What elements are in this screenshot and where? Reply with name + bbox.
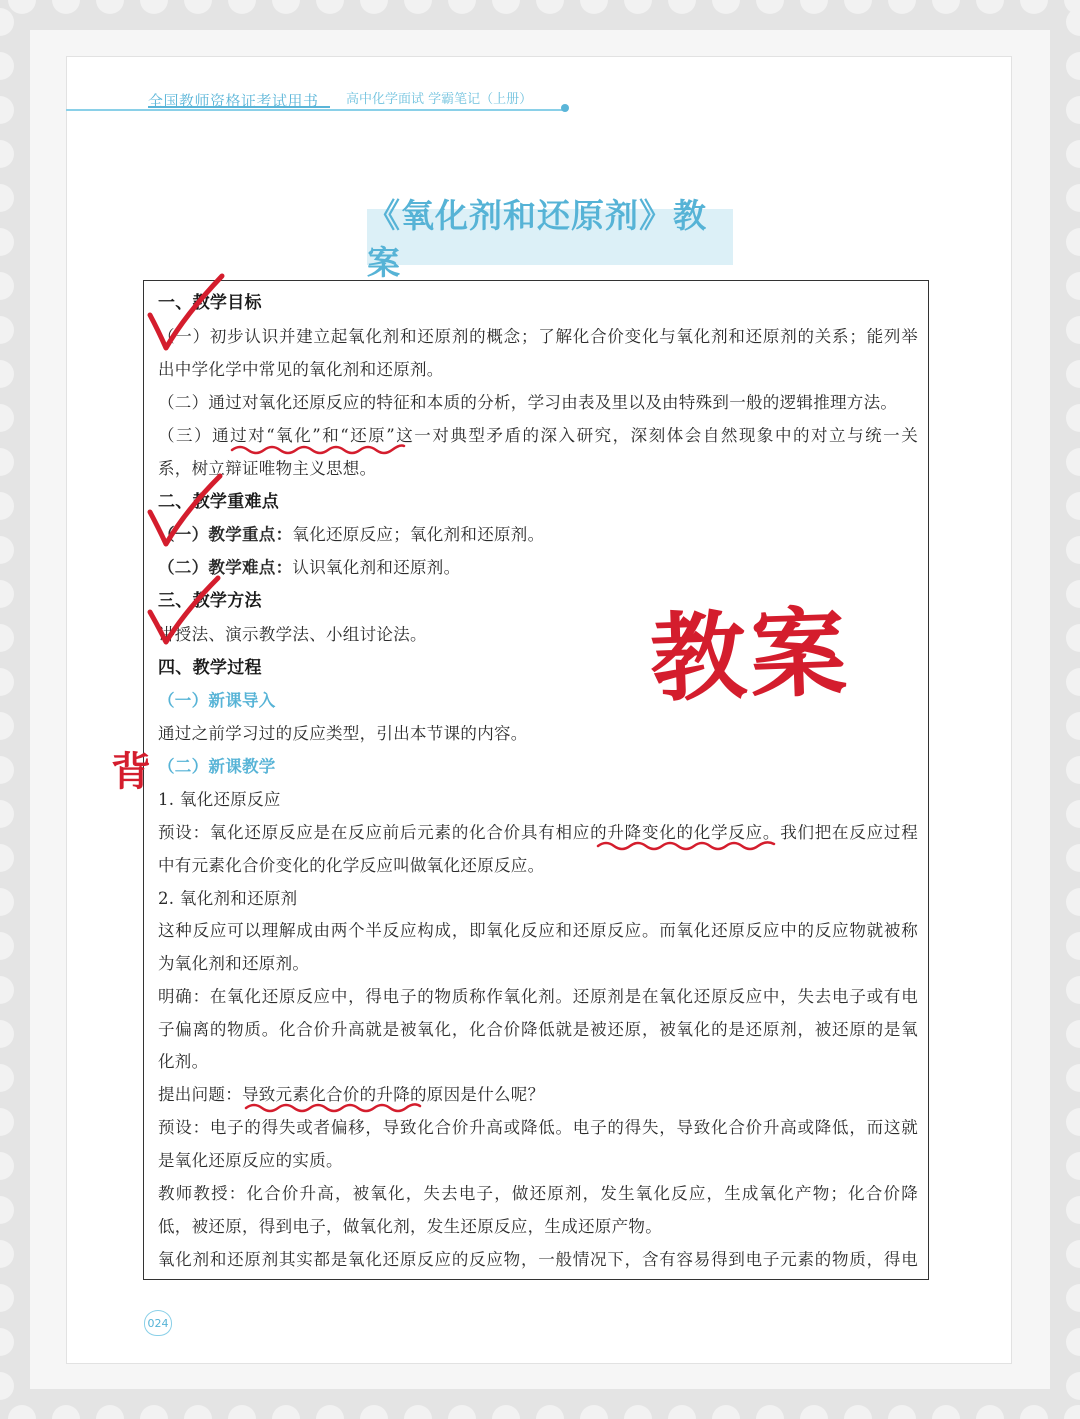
key-label: （一）教学重点：	[158, 525, 293, 544]
text-line: 系，树立辩证唯物主义思想。	[158, 459, 377, 478]
text-line: 通过之前学习过的反应类型，引出本节课的内容。	[158, 724, 528, 743]
text-line: （二）通过对氧化还原反应的特征和本质的分析，学习由表及里以及由特殊到一般的逻辑推理方法。	[158, 393, 898, 412]
subsection-heading: （二）新课教学	[158, 757, 276, 776]
difficulty-label: （二）教学难点：	[158, 558, 293, 577]
key-text: 氧化还原反应；氧化剂和还原剂。	[292, 525, 545, 544]
section-heading: 一、教学目标	[158, 293, 262, 313]
text-line: 讲授法、演示教学法、小组讨论法。	[158, 625, 427, 644]
text-line: 中有元素化合价变化的化学反应叫做氧化还原反应。	[158, 856, 545, 875]
text-line: 预设：氧化还原反应是在反应前后元素的化合价具有相应的升降变化的化学反应。我们把在反应过程	[158, 823, 918, 842]
text-line: 子偏离的物质。化合价升高就是被氧化，化合价降低就是被还原，被氧化的是还原剂，被还原的是氧	[158, 1020, 918, 1039]
handwritten-title: 教案	[648, 596, 853, 716]
text-line: 提出问题：导致元素化合价的升降的原因是什么呢？	[158, 1085, 545, 1104]
text-line: 教师教授：化合价升高，被氧化，失去电子，做还原剂，发生氧化反应，生成氧化产物；化合价降	[158, 1184, 918, 1203]
text-line	[158, 525, 918, 545]
text-line	[158, 558, 918, 578]
difficulty-text: 认识氧化剂和还原剂。	[292, 558, 461, 577]
numbered-heading: 1. 氧化还原反应	[158, 790, 281, 809]
text-line: 低，被还原，得到电子，做氧化剂，发生还原反应，生成还原产物。	[158, 1217, 662, 1236]
text-line: 预设：电子的得失或者偏移，导致化合价升高或降低。电子的得失，导致化合价升高或降低，而这就	[158, 1118, 918, 1137]
page-title: 《氧化剂和还原剂》教案	[367, 209, 733, 265]
page-number-badge: 024	[144, 1310, 172, 1336]
text-line: （三）通过对“氧化”和“还原”这一对典型矛盾的深入研究，深刻体会自然现象中的对立与统一关	[158, 426, 918, 445]
handwritten-memorize-mark: 背	[111, 749, 151, 795]
text-line: 这种反应可以理解成由两个半反应构成，即氧化反应和还原反应。而氧化还原反应中的反应物就被称	[158, 921, 918, 940]
section-heading: 二、教学重难点	[158, 492, 280, 512]
section-heading: 四、教学过程	[158, 658, 262, 678]
text-line: 出中学化学中常见的氧化剂和还原剂。	[158, 360, 444, 379]
header-dot	[561, 104, 569, 112]
numbered-heading: 2. 氧化剂和还原剂	[158, 889, 298, 908]
text-line: 是氧化还原反应的实质。	[158, 1151, 343, 1170]
text-line: 氧化剂和还原剂其实都是氧化还原反应的反应物，一般情况下，含有容易得到电子元素的物质，得电	[158, 1250, 918, 1269]
text-line: 为氧化剂和还原剂。	[158, 954, 310, 973]
text-line: 化剂。	[158, 1052, 209, 1071]
section-heading: 三、教学方法	[158, 591, 262, 611]
text-line: 明确：在氧化还原反应中，得电子的物质称作氧化剂。还原剂是在氧化还原反应中，失去电子或有电	[158, 987, 918, 1006]
text-line: （一）初步认识并建立起氧化剂和还原剂的概念；了解化合价变化与氧化剂和还原剂的关系；能列举	[158, 327, 918, 346]
book-series: 全国教师资格证考试用书	[148, 92, 319, 110]
book-title: 高中化学面试 学霸笔记（上册）	[346, 92, 533, 107]
subsection-heading: （一）新课导入	[158, 691, 276, 710]
